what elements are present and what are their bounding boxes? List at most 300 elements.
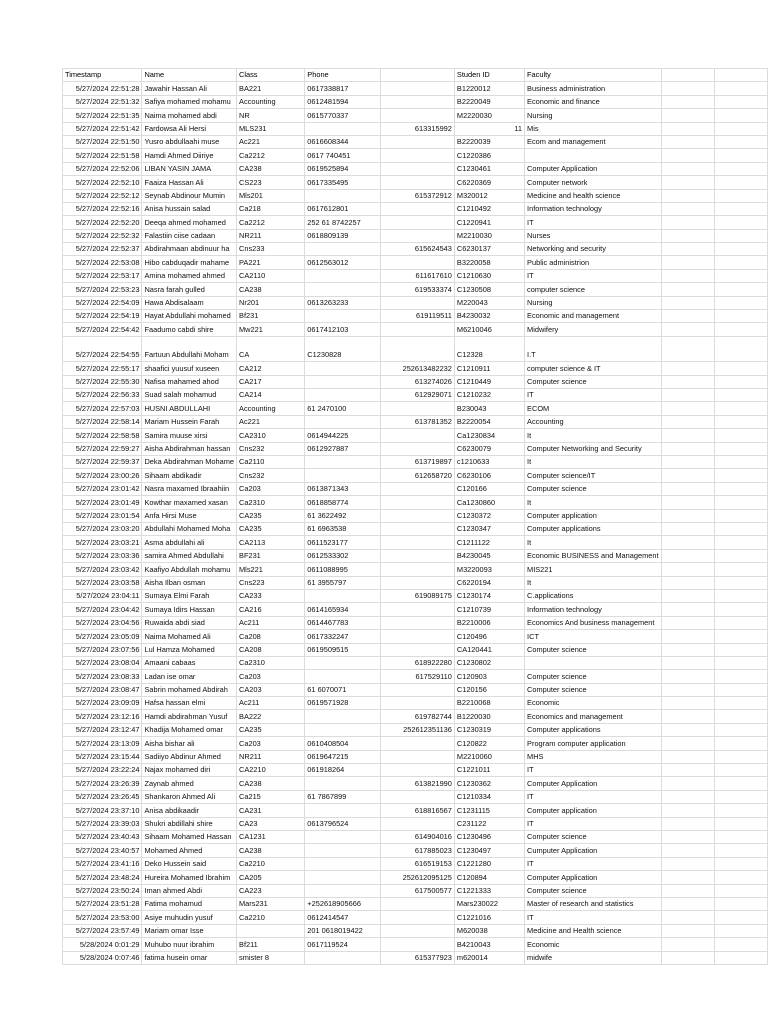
empty-cell[interactable]	[661, 656, 714, 669]
empty-cell[interactable]	[714, 871, 767, 884]
student-id-cell[interactable]: C1230497	[454, 844, 524, 857]
student-id-cell[interactable]: Ca1230834	[454, 429, 524, 442]
phone-cell[interactable]: 0613796524	[305, 817, 381, 830]
timestamp-cell[interactable]: 5/27/2024 23:13:09	[63, 737, 142, 750]
name-cell[interactable]: shaafici yuusuf xuseen	[142, 362, 237, 375]
empty-cell[interactable]	[661, 202, 714, 215]
name-cell[interactable]: Hureira Mohamed Ibrahim	[142, 871, 237, 884]
timestamp-cell[interactable]: 5/27/2024 23:41:16	[63, 857, 142, 870]
student-id-cell[interactable]: C1210232	[454, 389, 524, 402]
student-id-cell[interactable]: c1210633	[454, 456, 524, 469]
phone-cell[interactable]	[305, 415, 381, 428]
empty-cell[interactable]	[661, 589, 714, 602]
name-cell[interactable]: Deka Abdirahman Mohame	[142, 456, 237, 469]
phone-numeric-cell[interactable]	[381, 737, 455, 750]
phone-numeric-cell[interactable]: 613781352	[381, 415, 455, 428]
class-cell[interactable]: Bf231	[237, 310, 305, 323]
empty-cell[interactable]	[714, 176, 767, 189]
phone-numeric-cell[interactable]	[381, 630, 455, 643]
empty-cell[interactable]	[714, 269, 767, 282]
faculty-cell[interactable]: IT	[525, 857, 661, 870]
timestamp-cell[interactable]: 5/27/2024 22:52:32	[63, 229, 142, 242]
class-cell[interactable]: CA203	[237, 683, 305, 696]
empty-cell[interactable]	[714, 375, 767, 388]
name-cell[interactable]: Fatima mohamud	[142, 897, 237, 910]
timestamp-cell[interactable]: 5/27/2024 23:00:26	[63, 469, 142, 482]
student-id-cell[interactable]: C1221333	[454, 884, 524, 897]
timestamp-cell[interactable]: 5/27/2024 23:22:24	[63, 764, 142, 777]
empty-cell[interactable]	[714, 857, 767, 870]
phone-cell[interactable]	[305, 723, 381, 736]
student-id-cell[interactable]: C1221280	[454, 857, 524, 870]
timestamp-cell[interactable]: 5/27/2024 22:52:10	[63, 176, 142, 189]
timestamp-cell[interactable]: 5/27/2024 22:52:20	[63, 216, 142, 229]
faculty-cell[interactable]: Public administrion	[525, 256, 661, 269]
class-cell[interactable]: BA222	[237, 710, 305, 723]
phone-numeric-cell[interactable]: 612658720	[381, 469, 455, 482]
empty-cell[interactable]	[714, 402, 767, 415]
empty-cell[interactable]	[661, 189, 714, 202]
empty-cell[interactable]	[714, 216, 767, 229]
timestamp-cell[interactable]: 5/27/2024 23:51:28	[63, 897, 142, 910]
class-cell[interactable]: CA1231	[237, 830, 305, 843]
faculty-cell[interactable]: IT	[525, 911, 661, 924]
timestamp-cell[interactable]: 5/27/2024 23:09:09	[63, 697, 142, 710]
phone-cell[interactable]	[305, 122, 381, 135]
empty-cell[interactable]	[661, 697, 714, 710]
phone-numeric-cell[interactable]	[381, 135, 455, 148]
timestamp-cell[interactable]: 5/27/2024 23:03:21	[63, 536, 142, 549]
faculty-cell[interactable]: Information technology	[525, 202, 661, 215]
phone-cell[interactable]	[305, 857, 381, 870]
phone-cell[interactable]: 0618858774	[305, 496, 381, 509]
name-cell[interactable]: Kowthar maxamed xasan	[142, 496, 237, 509]
phone-cell[interactable]: 0617335495	[305, 176, 381, 189]
class-cell[interactable]: CA23	[237, 817, 305, 830]
class-cell[interactable]: CA235	[237, 523, 305, 536]
timestamp-cell[interactable]: 5/27/2024 22:53:08	[63, 256, 142, 269]
name-cell[interactable]: Naima Mohamed Ali	[142, 630, 237, 643]
phone-cell[interactable]	[305, 830, 381, 843]
name-cell[interactable]: Sihaam abdikadir	[142, 469, 237, 482]
empty-cell[interactable]	[661, 122, 714, 135]
phone-numeric-cell[interactable]: 614904016	[381, 830, 455, 843]
timestamp-cell[interactable]: 5/27/2024 23:05:09	[63, 630, 142, 643]
phone-cell[interactable]	[305, 777, 381, 790]
name-cell[interactable]: Muhubo nuur ibrahim	[142, 938, 237, 951]
phone-cell[interactable]: +252618905666	[305, 897, 381, 910]
name-cell[interactable]: Hamdi Ahmed Diiriye	[142, 149, 237, 162]
empty-cell[interactable]	[714, 911, 767, 924]
name-cell[interactable]: Amina mohamed ahmed	[142, 269, 237, 282]
empty-cell[interactable]	[714, 616, 767, 629]
class-cell[interactable]: CA214	[237, 389, 305, 402]
timestamp-cell[interactable]: 5/27/2024 22:53:17	[63, 269, 142, 282]
timestamp-cell[interactable]: 5/27/2024 22:54:09	[63, 296, 142, 309]
phone-cell[interactable]	[305, 589, 381, 602]
faculty-cell[interactable]: Computer Application	[525, 777, 661, 790]
empty-cell[interactable]	[661, 683, 714, 696]
student-id-cell[interactable]: B3220058	[454, 256, 524, 269]
empty-cell[interactable]	[661, 871, 714, 884]
class-cell[interactable]: Ca203	[237, 670, 305, 683]
phone-numeric-cell[interactable]: 617500577	[381, 884, 455, 897]
faculty-cell[interactable]: Computer applications	[525, 523, 661, 536]
phone-numeric-cell[interactable]: 613274026	[381, 375, 455, 388]
phone-cell[interactable]: 0617338817	[305, 82, 381, 95]
timestamp-cell[interactable]: 5/27/2024 23:01:49	[63, 496, 142, 509]
empty-cell[interactable]	[661, 336, 714, 362]
empty-cell[interactable]	[661, 777, 714, 790]
class-cell[interactable]: CA208	[237, 643, 305, 656]
student-id-cell[interactable]: C1230174	[454, 589, 524, 602]
timestamp-cell[interactable]: 5/27/2024 23:03:58	[63, 576, 142, 589]
name-cell[interactable]: Deko Hussein said	[142, 857, 237, 870]
empty-cell[interactable]	[714, 938, 767, 951]
phone-numeric-cell[interactable]: 619089175	[381, 589, 455, 602]
student-id-cell[interactable]: C6220194	[454, 576, 524, 589]
class-cell[interactable]: NR	[237, 109, 305, 122]
empty-cell[interactable]	[661, 951, 714, 964]
class-cell[interactable]: Ac221	[237, 415, 305, 428]
faculty-cell[interactable]	[525, 149, 661, 162]
name-cell[interactable]: Abdullahi Mohamed Moha	[142, 523, 237, 536]
empty-cell[interactable]	[661, 256, 714, 269]
empty-cell[interactable]	[714, 202, 767, 215]
phone-cell[interactable]: 0617 740451	[305, 149, 381, 162]
student-id-cell[interactable]: M620038	[454, 924, 524, 937]
timestamp-cell[interactable]: 5/27/2024 23:53:00	[63, 911, 142, 924]
faculty-cell[interactable]: Cumputer Application	[525, 844, 661, 857]
empty-cell[interactable]	[661, 310, 714, 323]
class-cell[interactable]: CA2110	[237, 269, 305, 282]
student-id-cell[interactable]: C1210739	[454, 603, 524, 616]
empty-cell[interactable]	[661, 216, 714, 229]
faculty-cell[interactable]: Computer Application	[525, 162, 661, 175]
phone-numeric-cell[interactable]	[381, 764, 455, 777]
phone-cell[interactable]: 0618809139	[305, 229, 381, 242]
timestamp-cell[interactable]: 5/27/2024 23:07:56	[63, 643, 142, 656]
empty-cell[interactable]	[714, 429, 767, 442]
name-cell[interactable]: Najax mohamed diri	[142, 764, 237, 777]
empty-cell[interactable]	[714, 122, 767, 135]
empty-cell[interactable]	[661, 496, 714, 509]
phone-numeric-cell[interactable]	[381, 938, 455, 951]
timestamp-cell[interactable]: 5/27/2024 23:04:42	[63, 603, 142, 616]
name-cell[interactable]: Nasra farah gulled	[142, 283, 237, 296]
phone-cell[interactable]: 0614165934	[305, 603, 381, 616]
name-cell[interactable]: Aisha Ilban osman	[142, 576, 237, 589]
name-cell[interactable]: Faaiza Hassan Ali	[142, 176, 237, 189]
student-id-cell[interactable]: C1230461	[454, 162, 524, 175]
phone-cell[interactable]	[305, 884, 381, 897]
student-id-cell[interactable]: C120496	[454, 630, 524, 643]
student-id-cell[interactable]: C1211122	[454, 536, 524, 549]
empty-cell[interactable]	[661, 603, 714, 616]
timestamp-cell[interactable]: 5/27/2024 22:51:28	[63, 82, 142, 95]
class-cell[interactable]: Ca2212	[237, 216, 305, 229]
phone-cell[interactable]: 61 3955797	[305, 576, 381, 589]
phone-numeric-cell[interactable]	[381, 296, 455, 309]
timestamp-cell[interactable]: 5/27/2024 23:37:10	[63, 804, 142, 817]
empty-cell[interactable]	[661, 764, 714, 777]
phone-numeric-cell[interactable]	[381, 496, 455, 509]
empty-cell[interactable]	[714, 576, 767, 589]
timestamp-cell[interactable]: 5/27/2024 22:51:35	[63, 109, 142, 122]
phone-numeric-cell[interactable]: 615624543	[381, 243, 455, 256]
phone-cell[interactable]	[305, 804, 381, 817]
phone-numeric-cell[interactable]	[381, 603, 455, 616]
empty-cell[interactable]	[714, 135, 767, 148]
phone-cell[interactable]: 0610408504	[305, 737, 381, 750]
phone-numeric-cell[interactable]	[381, 576, 455, 589]
faculty-cell[interactable]: Midwifery	[525, 323, 661, 336]
student-id-cell[interactable]: m620014	[454, 951, 524, 964]
phone-cell[interactable]	[305, 844, 381, 857]
timestamp-cell[interactable]: 5/27/2024 23:12:16	[63, 710, 142, 723]
student-id-cell[interactable]: B230043	[454, 402, 524, 415]
faculty-cell[interactable]: Mis	[525, 122, 661, 135]
empty-cell[interactable]	[714, 482, 767, 495]
phone-cell[interactable]	[305, 269, 381, 282]
empty-cell[interactable]	[714, 924, 767, 937]
faculty-cell[interactable]: It	[525, 456, 661, 469]
phone-cell[interactable]	[305, 951, 381, 964]
name-cell[interactable]: Nasra maxamed Ibraahiin	[142, 482, 237, 495]
student-id-cell[interactable]: C1210492	[454, 202, 524, 215]
name-cell[interactable]: Sihaam Mohamed Hassan	[142, 830, 237, 843]
empty-cell[interactable]	[714, 389, 767, 402]
phone-numeric-cell[interactable]: 619119511	[381, 310, 455, 323]
faculty-cell[interactable]: Economic	[525, 697, 661, 710]
timestamp-cell[interactable]: 5/27/2024 23:57:49	[63, 924, 142, 937]
empty-cell[interactable]	[714, 723, 767, 736]
name-cell[interactable]: Fardowsa Ali Hersi	[142, 122, 237, 135]
empty-cell[interactable]	[714, 456, 767, 469]
empty-cell[interactable]	[714, 229, 767, 242]
student-id-cell[interactable]: C1230802	[454, 656, 524, 669]
faculty-cell[interactable]: MIS221	[525, 563, 661, 576]
phone-numeric-cell[interactable]	[381, 442, 455, 455]
empty-cell[interactable]	[661, 243, 714, 256]
empty-cell[interactable]	[661, 563, 714, 576]
phone-cell[interactable]	[305, 243, 381, 256]
empty-cell[interactable]	[714, 951, 767, 964]
timestamp-cell[interactable]: 5/27/2024 22:52:37	[63, 243, 142, 256]
student-id-cell[interactable]: C1230372	[454, 509, 524, 522]
student-id-cell[interactable]: 11	[454, 122, 524, 135]
class-cell[interactable]: Accounting	[237, 402, 305, 415]
empty-cell[interactable]	[714, 296, 767, 309]
phone-numeric-cell[interactable]	[381, 750, 455, 763]
student-id-cell[interactable]: M2210030	[454, 229, 524, 242]
phone-cell[interactable]	[305, 656, 381, 669]
faculty-cell[interactable]: Program computer application	[525, 737, 661, 750]
name-cell[interactable]: Iman ahmed Abdi	[142, 884, 237, 897]
phone-numeric-cell[interactable]: 615372912	[381, 189, 455, 202]
faculty-cell[interactable]: ECOM	[525, 402, 661, 415]
class-cell[interactable]: Mars231	[237, 897, 305, 910]
class-cell[interactable]: CA238	[237, 162, 305, 175]
name-cell[interactable]: Jawahir Hassan Ali	[142, 82, 237, 95]
name-cell[interactable]: Naima mohamed abdi	[142, 109, 237, 122]
name-cell[interactable]: Nafisa mahamed ahod	[142, 375, 237, 388]
faculty-cell[interactable]: midwife	[525, 951, 661, 964]
faculty-cell[interactable]: Computer application	[525, 804, 661, 817]
class-cell[interactable]: CA2310	[237, 429, 305, 442]
phone-cell[interactable]: 0614944225	[305, 429, 381, 442]
phone-numeric-cell[interactable]	[381, 229, 455, 242]
name-cell[interactable]: Sumaya Idirs Hassan	[142, 603, 237, 616]
student-id-cell[interactable]: C120894	[454, 871, 524, 884]
phone-cell[interactable]: 61 3622492	[305, 509, 381, 522]
timestamp-cell[interactable]: 5/27/2024 22:52:06	[63, 162, 142, 175]
phone-cell[interactable]: 0619525894	[305, 162, 381, 175]
empty-cell[interactable]	[714, 830, 767, 843]
class-cell[interactable]: PA221	[237, 256, 305, 269]
phone-numeric-cell[interactable]	[381, 924, 455, 937]
empty-cell[interactable]	[661, 162, 714, 175]
student-id-cell[interactable]: C1221011	[454, 764, 524, 777]
phone-numeric-cell[interactable]	[381, 256, 455, 269]
phone-cell[interactable]: 0615770337	[305, 109, 381, 122]
phone-cell[interactable]: 0612414547	[305, 911, 381, 924]
student-id-cell[interactable]: Ca1230860	[454, 496, 524, 509]
faculty-cell[interactable]: Information technology	[525, 603, 661, 616]
faculty-cell[interactable]: Medicine and Health science	[525, 924, 661, 937]
phone-cell[interactable]	[305, 871, 381, 884]
phone-numeric-cell[interactable]: 616519153	[381, 857, 455, 870]
name-cell[interactable]: Hawa Abdisalaam	[142, 296, 237, 309]
name-cell[interactable]: Ruwaida abdi siad	[142, 616, 237, 629]
faculty-cell[interactable]: Economic BUSINESS and Management	[525, 549, 661, 562]
phone-numeric-cell[interactable]	[381, 616, 455, 629]
phone-numeric-cell[interactable]	[381, 911, 455, 924]
phone-numeric-cell[interactable]	[381, 162, 455, 175]
class-cell[interactable]: Ca208	[237, 630, 305, 643]
empty-cell[interactable]	[661, 176, 714, 189]
name-cell[interactable]: Hayat Abdullahi mohamed	[142, 310, 237, 323]
faculty-cell[interactable]	[525, 656, 661, 669]
student-id-cell[interactable]: C1230496	[454, 830, 524, 843]
class-cell[interactable]: CA235	[237, 723, 305, 736]
empty-cell[interactable]	[661, 616, 714, 629]
student-id-cell[interactable]: C6230137	[454, 243, 524, 256]
empty-cell[interactable]	[714, 710, 767, 723]
phone-cell[interactable]	[305, 375, 381, 388]
class-cell[interactable]: Ac211	[237, 616, 305, 629]
empty-cell[interactable]	[714, 243, 767, 256]
name-cell[interactable]: Anisa hussain salad	[142, 202, 237, 215]
name-cell[interactable]: Mariam omar Isse	[142, 924, 237, 937]
name-cell[interactable]: Mohamed Ahmed	[142, 844, 237, 857]
empty-cell[interactable]	[714, 589, 767, 602]
student-id-cell[interactable]: C1220386	[454, 149, 524, 162]
phone-cell[interactable]: 252 61 8742257	[305, 216, 381, 229]
phone-numeric-cell[interactable]	[381, 336, 455, 362]
empty-cell[interactable]	[714, 790, 767, 803]
student-id-cell[interactable]: C6220369	[454, 176, 524, 189]
class-cell[interactable]: Bf211	[237, 938, 305, 951]
phone-numeric-cell[interactable]	[381, 790, 455, 803]
timestamp-cell[interactable]: 5/27/2024 23:03:42	[63, 563, 142, 576]
class-cell[interactable]: CA223	[237, 884, 305, 897]
name-cell[interactable]: Faadumo cabdi shire	[142, 323, 237, 336]
phone-cell[interactable]: 61 6963538	[305, 523, 381, 536]
phone-numeric-cell[interactable]: 611617610	[381, 269, 455, 282]
name-cell[interactable]: Deeqa ahmed mohamed	[142, 216, 237, 229]
name-cell[interactable]: Anfa Hirsi Muse	[142, 509, 237, 522]
empty-cell[interactable]	[661, 135, 714, 148]
faculty-cell[interactable]: It	[525, 536, 661, 549]
phone-cell[interactable]: 0617119524	[305, 938, 381, 951]
timestamp-cell[interactable]: 5/27/2024 22:55:30	[63, 375, 142, 388]
faculty-cell[interactable]: Computer science	[525, 643, 661, 656]
faculty-cell[interactable]: Computer Application	[525, 871, 661, 884]
student-id-cell[interactable]: B4230045	[454, 549, 524, 562]
phone-cell[interactable]: 0612927887	[305, 442, 381, 455]
name-cell[interactable]: Ladan ise omar	[142, 670, 237, 683]
student-id-cell[interactable]: C12328	[454, 336, 524, 362]
name-cell[interactable]: HUSNI ABDULLAHI	[142, 402, 237, 415]
empty-cell[interactable]	[714, 777, 767, 790]
empty-cell[interactable]	[714, 109, 767, 122]
phone-cell[interactable]	[305, 362, 381, 375]
header-phone[interactable]: Phone	[305, 69, 381, 82]
name-cell[interactable]: Anisa abdikaadir	[142, 804, 237, 817]
class-cell[interactable]: CA217	[237, 375, 305, 388]
empty-cell[interactable]	[661, 482, 714, 495]
empty-cell[interactable]	[661, 790, 714, 803]
class-cell[interactable]: smister 8	[237, 951, 305, 964]
class-cell[interactable]: Accounting	[237, 95, 305, 108]
empty-cell[interactable]	[714, 630, 767, 643]
empty-cell[interactable]	[661, 323, 714, 336]
faculty-cell[interactable]: IT	[525, 269, 661, 282]
faculty-cell[interactable]: Computer science	[525, 670, 661, 683]
empty-cell[interactable]	[714, 509, 767, 522]
empty-cell[interactable]	[661, 229, 714, 242]
name-cell[interactable]: Fartuun Abdullahi Moham	[142, 336, 237, 362]
header-faculty[interactable]: Faculty	[525, 69, 661, 82]
phone-cell[interactable]: 0617332247	[305, 630, 381, 643]
phone-numeric-cell[interactable]: 618816567	[381, 804, 455, 817]
empty-cell[interactable]	[714, 549, 767, 562]
name-cell[interactable]: Asma abdullahi ali	[142, 536, 237, 549]
phone-numeric-cell[interactable]	[381, 549, 455, 562]
phone-cell[interactable]: 0619571928	[305, 697, 381, 710]
class-cell[interactable]: Cns232	[237, 469, 305, 482]
phone-numeric-cell[interactable]: 612929071	[381, 389, 455, 402]
empty-cell[interactable]	[714, 844, 767, 857]
empty-cell[interactable]	[714, 897, 767, 910]
phone-cell[interactable]: 0612563012	[305, 256, 381, 269]
timestamp-cell[interactable]: 5/27/2024 23:01:54	[63, 509, 142, 522]
class-cell[interactable]: Mls201	[237, 189, 305, 202]
phone-numeric-cell[interactable]: 252613482232	[381, 362, 455, 375]
phone-numeric-cell[interactable]	[381, 563, 455, 576]
timestamp-cell[interactable]: 5/27/2024 22:51:32	[63, 95, 142, 108]
empty-cell[interactable]	[661, 884, 714, 897]
student-id-cell[interactable]: C1230319	[454, 723, 524, 736]
class-cell[interactable]: Ca2210	[237, 911, 305, 924]
student-id-cell[interactable]: C120822	[454, 737, 524, 750]
empty-cell[interactable]	[661, 375, 714, 388]
student-id-cell[interactable]: B1220012	[454, 82, 524, 95]
student-id-cell[interactable]: B2220049	[454, 95, 524, 108]
header-name[interactable]: Name	[142, 69, 237, 82]
empty-cell[interactable]	[714, 536, 767, 549]
